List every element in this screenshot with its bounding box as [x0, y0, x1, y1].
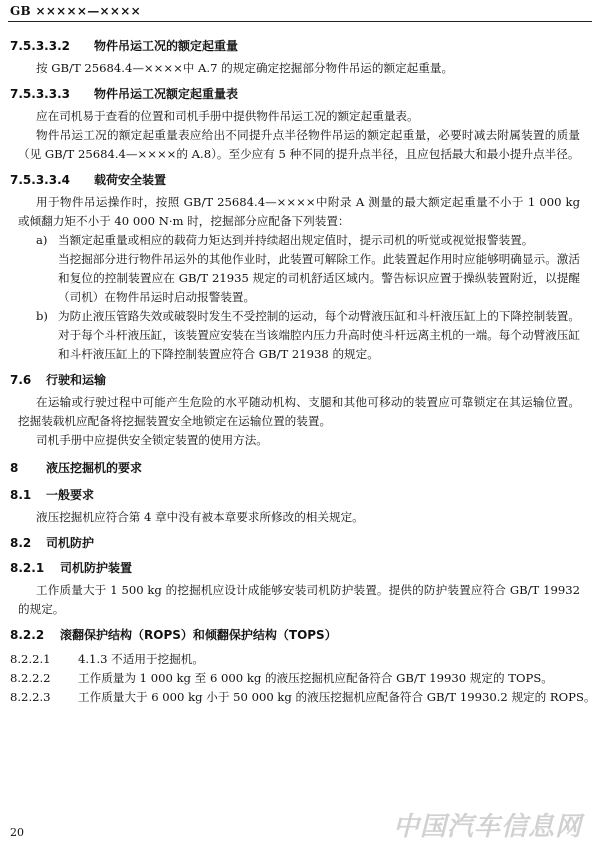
document-body — [0, 38, 600, 707]
header-rule — [8, 21, 592, 22]
section-title: 物件吊运工况的额定起重量 — [94, 39, 239, 53]
list-label: b) — [36, 309, 48, 323]
clause-number: 8.2.2.2 — [10, 671, 51, 685]
page-number: 20 — [10, 826, 24, 839]
clause-8-2-2-3 — [10, 688, 600, 707]
section-number: 8.1 — [10, 488, 32, 502]
section-title: 液压挖掘机的要求 — [46, 461, 143, 475]
paragraph: 用于物件吊运操作时，按照 GB/T 25684.4—××××中附录 A 测量的最大额定起重量不小于 1 000 kg 或倾翻力矩不小于 40 000 N·m 时，挖掘部分应配备下列装置： — [18, 195, 580, 228]
list-item-a — [18, 231, 580, 250]
section-title: 司机防护 — [46, 536, 95, 550]
clause-number: 8.2.2.3 — [10, 690, 51, 704]
paragraph: 液压挖掘机应符合第 4 章中没有被本章要求所修改的相关规定。 — [36, 510, 364, 524]
list-item-a-continuation: 当挖掘部分进行物件吊运外的其他作业时，此装置可解除工作。此装置起作用时应能够明确显示。激活和复位的控制装置应在 GB/T 21935 规定的司机舒适区域内。警告标识应置于操纵装置附近，以提醒（司机）在物件吊运时启动报警装置。 — [58, 252, 580, 304]
section-7-6-heading — [10, 372, 600, 389]
section-title: 一般要求 — [46, 488, 95, 502]
paragraph: 司机手册中应提供安全锁定装置的使用方法。 — [36, 433, 268, 447]
section-7-5-3-3-2-heading — [10, 38, 600, 55]
list-text: 为防止液压管路失效或破裂时发生不受控制的运动，每个动臂液压缸和斗杆液压缸上的下降控制装置。对于每个斗杆液压缸，该装置应安装在当该端腔内压力升高时使斗杆远离主机的一端。每个动臂液压缸和斗杆液压缸上的下降控制装置应符合 GB/T 21938 的规定。 — [58, 309, 580, 361]
section-8-1-heading — [10, 487, 600, 504]
clause-text: 工作质量为 1 000 kg 至 6 000 kg 的液压挖掘机应配备符合 GB/T 19930 规定的 TOPS。 — [78, 671, 553, 685]
section-number: 7.6 — [10, 373, 32, 387]
paragraph: 应在司机易于查看的位置和司机手册中提供物件吊运工况的额定起重量表。 — [36, 109, 419, 123]
list-text: 当额定起重量或相应的载荷力矩达到并持续超出规定值时，提示司机的听觉或视觉报警装置。 — [58, 233, 534, 247]
paragraph: 工作质量大于 1 500 kg 的挖掘机应设计成能够安装司机防护装置。提供的防护装置应符合 GB/T 19932 的规定。 — [18, 583, 580, 616]
section-number: 8.2 — [10, 536, 32, 550]
paragraph: 按 GB/T 25684.4—××××中 A.7 的规定确定挖掘部分物件吊运的额定起重量。 — [36, 61, 454, 75]
section-8-2-1-heading — [10, 560, 600, 577]
watermark-logo: 中国汽车信息网 — [392, 812, 582, 842]
paragraph: 在运输或行驶过程中可能产生危险的水平随动机构、支腿和其他可移动的装置应可靠锁定在其运输位置。挖掘装载机应配备将挖掘装置安全地锁定在运输位置的装置。 — [18, 395, 580, 428]
clause-8-2-2-2 — [10, 669, 600, 688]
section-number: 8.2.1 — [10, 561, 45, 575]
standard-code-header: GB ×××××—×××× — [10, 4, 141, 18]
section-number: 7.5.3.3.3 — [10, 87, 70, 101]
section-title: 行驶和运输 — [46, 373, 107, 387]
section-8-2-heading — [10, 535, 600, 552]
section-title: 司机防护装置 — [60, 561, 133, 575]
clause-number: 8.2.2.1 — [10, 652, 51, 666]
section-7-5-3-3-4-heading — [10, 172, 600, 189]
list-label: a) — [36, 233, 48, 247]
section-number: 8 — [10, 461, 19, 475]
list-item-b — [18, 307, 580, 364]
section-number: 7.5.3.3.2 — [10, 39, 70, 53]
section-number: 8.2.2 — [10, 628, 45, 642]
section-title: 载荷安全装置 — [94, 173, 167, 187]
section-8-2-2-heading — [10, 627, 600, 644]
section-number: 7.5.3.3.4 — [10, 173, 70, 187]
paragraph: 物件吊运工况的额定起重量表应给出不同提升点半径物件吊运的额定起重量，必要时减去附属装置的质量（见 GB/T 25684.4—××××的 A.8）。至少应有 5 种不同的提升点半径，且应包括最大和最小提升点半径。 — [18, 128, 580, 161]
section-8-heading — [10, 460, 600, 477]
clause-text: 工作质量大于 6 000 kg 小于 50 000 kg 的液压挖掘机应配备符合 GB/T 19930.2 规定的 ROPS。 — [78, 690, 596, 704]
section-7-5-3-3-3-heading — [10, 86, 600, 103]
section-title: 物件吊运工况额定起重量表 — [94, 87, 239, 101]
section-title: 滚翻保护结构（ROPS）和倾翻保护结构（TOPS） — [60, 628, 337, 642]
clause-text: 4.1.3 不适用于挖掘机。 — [78, 652, 204, 666]
clause-8-2-2-1 — [10, 650, 600, 669]
